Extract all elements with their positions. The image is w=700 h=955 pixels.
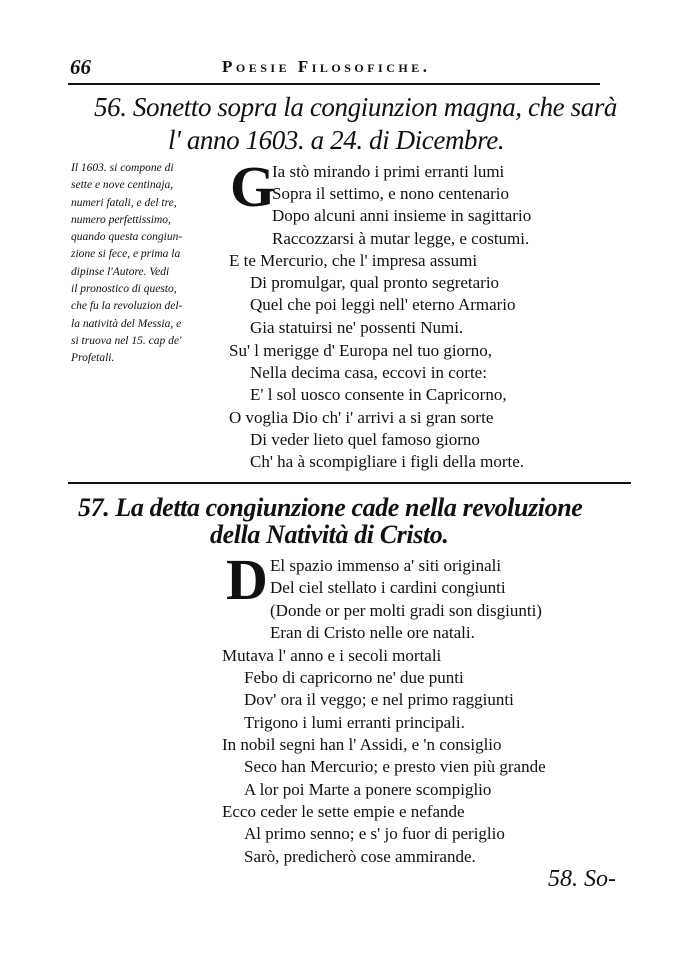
sonnet-56-title-line-1: 56. Sonetto sopra la congiunzion magna, che sarà xyxy=(94,92,618,122)
note-line: il pronostico di questo, xyxy=(71,283,177,296)
marginal-note xyxy=(71,160,231,368)
verse-line: Febo di capricorno ne' due punti xyxy=(244,668,464,687)
verse-line: Sopra il settimo, e nono centenario xyxy=(272,184,509,203)
verse-line: In nobil segni han l' Assidi, e 'n consiglio xyxy=(222,735,502,754)
note-line: quando questa congiun- xyxy=(71,231,183,244)
verse-line: Al primo senno; e s' jo fuor di periglio xyxy=(244,824,505,843)
verse-line: (Donde or per molti gradi son disgiunti) xyxy=(270,601,542,620)
verse-line: Del ciel stellato i cardini congiunti xyxy=(270,578,506,597)
verse-line: Ch' ha à scompigliare i figli della morte. xyxy=(250,452,525,471)
running-title: Poesie Filosofiche. xyxy=(222,57,431,76)
note-line: zione si fece, e prima la xyxy=(71,248,181,261)
verse-line: Gia statuirsi ne' possenti Numi. xyxy=(250,318,464,337)
note-line: dipinse l'Autore. Vedi xyxy=(71,265,170,278)
verse-line: Nella decima casa, eccovi in corte: xyxy=(250,363,487,382)
verse-line: E te Mercurio, che l' impresa assumi xyxy=(229,251,478,270)
note-line: che fu la revoluzion del- xyxy=(71,300,183,313)
section-rule xyxy=(68,482,631,484)
note-line: Profetali. xyxy=(71,352,115,365)
verse-line: Seco han Mercurio; e presto vien più grande xyxy=(244,757,546,776)
header-rule xyxy=(68,83,600,85)
verse-line: Dopo alcuni anni insieme in sagittario xyxy=(272,206,532,225)
catchword: 58. So- xyxy=(548,866,616,892)
page-number: 66 xyxy=(70,55,91,79)
sonnet-56-title-line-2: l' anno 1603. a 24. di Dicembre. xyxy=(168,125,505,155)
poem-57-title-line-2: della Natività di Cristo. xyxy=(210,520,449,549)
sonnet-56-drop-cap: G xyxy=(230,154,276,219)
verse-line: Ecco ceder le sette empie e nefande xyxy=(222,802,465,821)
poem-57-title-line-1: 57. La detta congiunzione cade nella revoluzione xyxy=(78,493,583,522)
verse-line: Mutava l' anno e i secoli mortali xyxy=(222,646,442,665)
verse-line: El spazio immenso a' siti originali xyxy=(270,556,502,575)
verse-line: Dov' ora il veggo; e nel primo raggiunti xyxy=(244,690,514,709)
verse-line: Raccozzarsi à mutar legge, e costumi. xyxy=(272,229,530,248)
verse-line: Su' l merigge d' Europa nel tuo giorno, xyxy=(229,341,492,360)
note-line: Il 1603. si compone di xyxy=(71,162,174,174)
verse-line: O voglia Dio ch' i' arrivi a si gran sorte xyxy=(229,408,494,427)
poem-57-drop-cap: D xyxy=(226,547,268,612)
note-line: si truova nel 15. cap de' xyxy=(71,334,182,347)
verse-line: Trigono i lumi erranti principali. xyxy=(244,713,465,732)
verse-line: Di promulgar, qual pronto segretario xyxy=(250,273,500,292)
verse-line: Di veder lieto quel famoso giorno xyxy=(250,430,480,449)
verse-line: Sarò, predicherò cose ammirande. xyxy=(244,847,476,866)
note-line: sette e nove centinaja, xyxy=(71,179,174,192)
note-line: numeri fatali, e del tre, xyxy=(71,196,177,209)
note-line: numero perfettissimo, xyxy=(71,213,171,226)
verse-line: Eran di Cristo nelle ore natali. xyxy=(270,623,475,642)
verse-line: Ia stò mirando i primi erranti lumi xyxy=(272,162,505,181)
verse-line: E' l sol uosco consente in Capricorno, xyxy=(250,385,507,404)
note-line: la natività del Messia, e xyxy=(71,317,182,330)
verse-line: A lor poi Marte a ponere scompiglio xyxy=(244,780,492,799)
verse-line: Quel che poi leggi nell' eterno Armario xyxy=(250,295,516,314)
